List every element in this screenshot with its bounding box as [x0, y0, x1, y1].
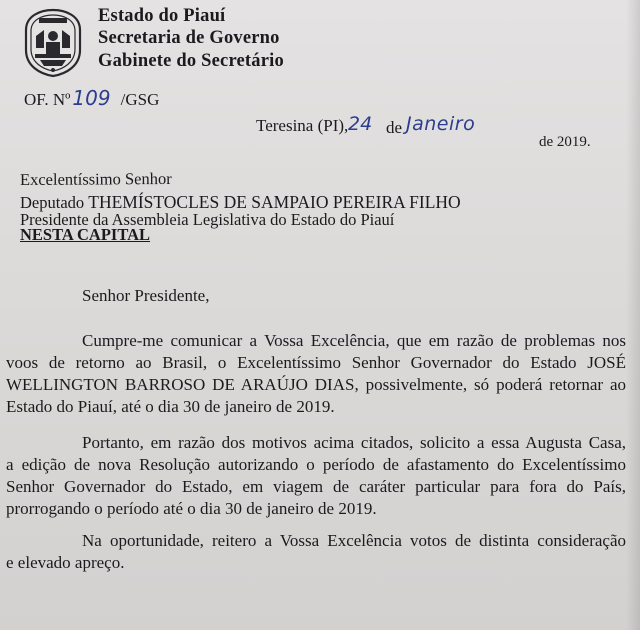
date-city: Teresina (PI), — [256, 116, 349, 135]
addressee-location: NESTA CAPITAL — [20, 225, 151, 244]
paragraph-line: Senhor Governador do Estado, em viagem de caráter particular para fora do País, — [6, 477, 626, 496]
date-year: de 2019. — [539, 134, 591, 150]
date-line — [256, 113, 596, 150]
paragraph-line: WELLINGTON BARROSO DE ARAÚJO DIAS, possivelmente, só poderá retornar ao — [6, 375, 626, 394]
paragraph-line: prorrogando o período até o dia 30 de janeiro de 2019. — [6, 499, 377, 518]
office-number-line — [24, 86, 159, 110]
paragraph-line: Estado do Piauí, até o dia 30 de janeiro de 2019. — [6, 397, 335, 416]
office-prefix: OF. Nº — [24, 90, 71, 109]
paragraph-2 — [6, 432, 626, 520]
paragraph-3 — [6, 530, 626, 574]
body-salutation: Senhor Presidente, — [82, 286, 210, 305]
paragraph-line: voos de retorno ao Brasil, o Excelentíssimo Senhor Governador do Estado JOSÉ — [6, 353, 626, 372]
office-number: 109 — [72, 86, 111, 110]
addressee-salutation: Excelentíssimo Senhor — [19, 168, 172, 189]
header-cabinet: Gabinete do Secretário — [98, 51, 284, 71]
paragraph-line: Na oportunidade, reitero a Vossa Excelência votos de distinta consideração — [82, 531, 626, 550]
addressee-name: THEMÍSTOCLES DE SAMPAIO PEREIRA FILHO — [88, 192, 461, 212]
office-suffix: /GSG — [120, 90, 160, 109]
date-month: Janeiro — [406, 113, 476, 135]
paragraph-line: Portanto, em razão dos motivos acima citados, solicito a essa Augusta Casa, — [82, 433, 626, 452]
paragraph-1 — [6, 330, 626, 418]
addressee-title: Deputado — [20, 193, 85, 212]
state-coat-of-arms-icon — [22, 8, 84, 78]
addressee-position: Presidente da Assembleia Legislativa do Estado do Piauí — [20, 210, 395, 229]
page-shadow — [626, 0, 640, 630]
date-de: de — [386, 118, 403, 137]
header-state: Estado do Piauí — [98, 6, 226, 26]
paragraph-line: e elevado apreço. — [6, 553, 125, 572]
paragraph-line: a edição de nova Resolução autorizando o período de afastamento do Excelentíssimo — [6, 455, 626, 474]
paragraph-line: Cumpre-me comunicar a Vossa Excelência, que em razão de problemas nos — [82, 331, 626, 350]
header-secretariat: Secretaria de Governo — [98, 28, 280, 48]
date-day: 24 — [348, 113, 373, 135]
